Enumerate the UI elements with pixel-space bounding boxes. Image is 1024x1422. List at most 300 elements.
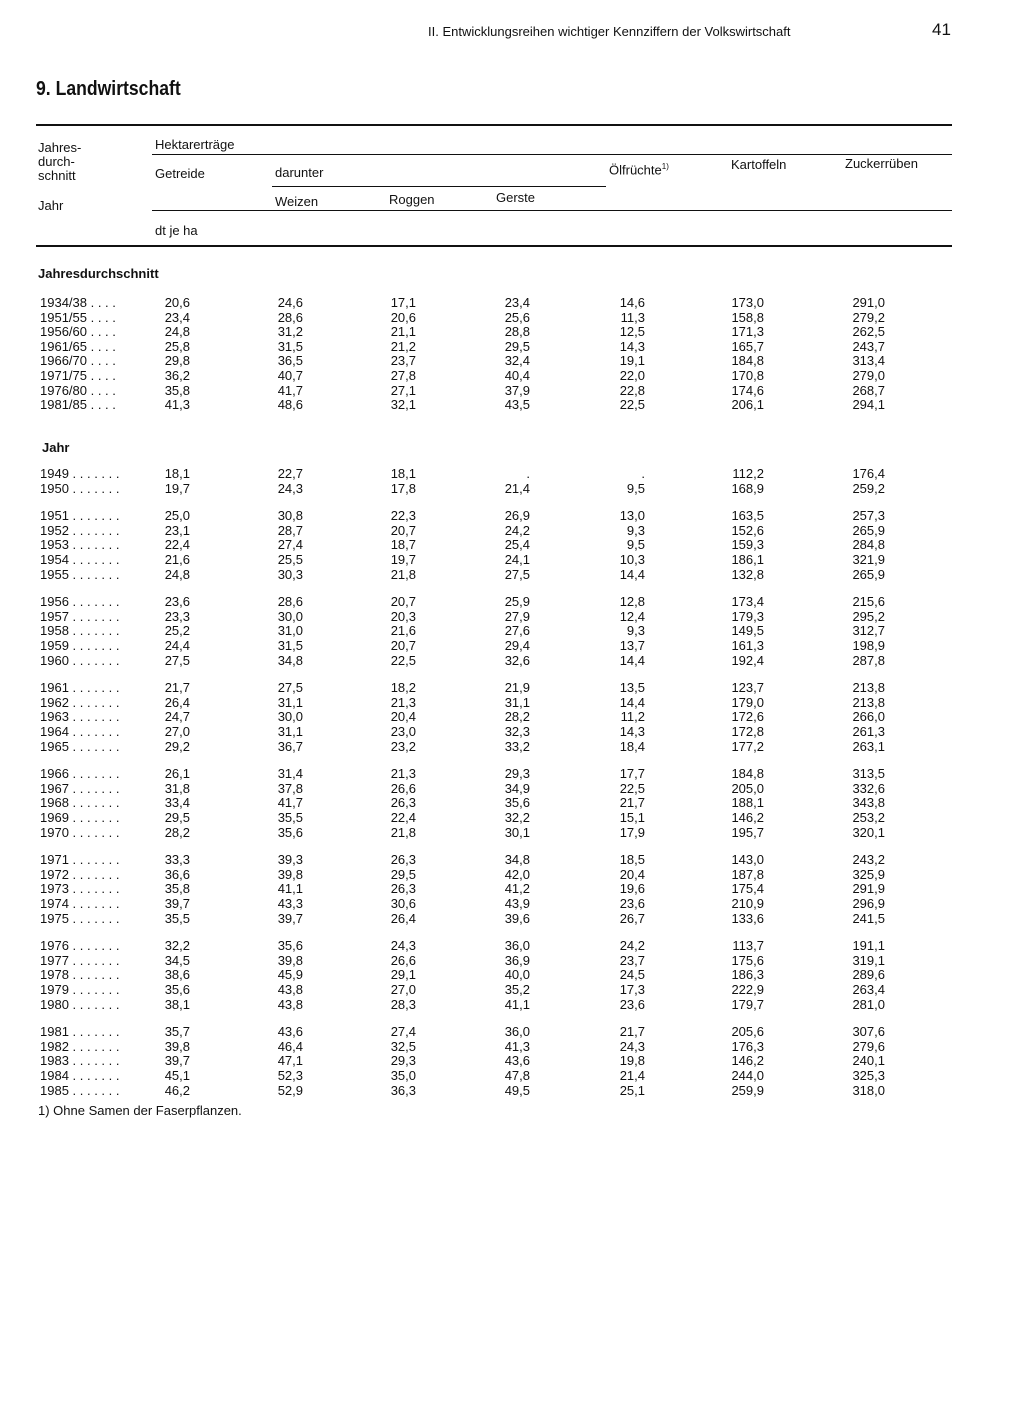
table-row [0,1069,1024,1083]
cell-getreide: 39,8 [164,1039,190,1054]
cell-oelfruechte: 24,5 [619,967,645,982]
cell-weizen: 31,0 [277,623,303,638]
cell-weizen: 31,1 [277,695,303,710]
cell-roggen: 29,1 [390,967,416,982]
cell-zuckerrueben: 265,9 [852,523,885,538]
row-label: 1972 . . . . . . . [40,868,120,882]
table-row [0,954,1024,968]
page-number: 41 [932,20,951,39]
table-row [0,639,1024,653]
table-row [0,482,1024,496]
cell-getreide: 29,8 [164,353,190,368]
cell-kartoffeln: 179,3 [731,609,764,624]
cell-gerste: 35,6 [504,795,530,810]
table-row [0,354,1024,368]
cell-getreide: 35,6 [164,982,190,997]
cell-getreide: 22,4 [164,537,190,552]
cell-weizen: 30,8 [277,508,303,523]
cell-zuckerrueben: 240,1 [852,1053,885,1068]
table-row [0,897,1024,911]
row-label: 1963 . . . . . . . [40,710,120,724]
cell-oelfruechte: 20,4 [619,867,645,882]
cell-weizen: 30,0 [277,609,303,624]
cell-weizen: 43,6 [277,1024,303,1039]
cell-roggen: 20,7 [390,638,416,653]
cell-gerste: 37,9 [504,383,530,398]
cell-zuckerrueben: 279,6 [852,1039,885,1054]
cell-weizen: 35,6 [277,938,303,953]
table-row [0,1054,1024,1068]
cell-gerste: 49,5 [504,1083,530,1098]
cell-zuckerrueben: 263,1 [852,739,885,754]
cell-getreide: 39,7 [164,1053,190,1068]
cell-getreide: 19,7 [164,481,190,496]
cell-kartoffeln: 205,0 [731,781,764,796]
cell-weizen: 39,3 [277,852,303,867]
cell-gerste: 40,0 [504,967,530,982]
cell-roggen: 20,6 [390,310,416,325]
row-label: 1974 . . . . . . . [40,897,120,911]
cell-zuckerrueben: 243,7 [852,339,885,354]
table-row [0,725,1024,739]
cell-zuckerrueben: 213,8 [852,680,885,695]
cell-zuckerrueben: 332,6 [852,781,885,796]
cell-roggen: 17,8 [390,481,416,496]
cell-roggen: 17,1 [390,295,416,310]
cell-kartoffeln: 206,1 [731,397,764,412]
cell-kartoffeln: 158,8 [731,310,764,325]
table-row [0,998,1024,1012]
cell-kartoffeln: 205,6 [731,1024,764,1039]
table-row [0,939,1024,953]
cell-weizen: 36,7 [277,739,303,754]
cell-weizen: 31,5 [277,638,303,653]
footnote: 1) Ohne Samen der Faserpflanzen. [38,1103,242,1118]
running-header: II. Entwicklungsreihen wichtiger Kennziffern der Volkswirtschaft [428,24,791,39]
row-label: 1979 . . . . . . . [40,983,120,997]
cell-weizen: 45,9 [277,967,303,982]
cell-weizen: 46,4 [277,1039,303,1054]
cell-getreide: 33,4 [164,795,190,810]
cell-kartoffeln: 188,1 [731,795,764,810]
table-row [0,826,1024,840]
cell-getreide: 36,6 [164,867,190,882]
row-label: 1971 . . . . . . . [40,853,120,867]
cell-getreide: 34,5 [164,953,190,968]
cell-getreide: 18,1 [164,466,190,481]
cell-kartoffeln: 176,3 [731,1039,764,1054]
cell-oelfruechte: 9,5 [626,537,645,552]
header-bottom-rule [36,245,952,247]
row-label: 1966 . . . . . . . [40,767,120,781]
cell-kartoffeln: 186,1 [731,552,764,567]
cell-oelfruechte: 21,7 [619,1024,645,1039]
cell-roggen: 22,3 [390,508,416,523]
cell-oelfruechte: 23,6 [619,896,645,911]
table-row [0,610,1024,624]
header-gerste: Gerste [496,190,536,205]
cell-kartoffeln: 222,9 [731,982,764,997]
cell-roggen: 20,3 [390,609,416,624]
cell-getreide: 31,8 [164,781,190,796]
cell-zuckerrueben: 295,2 [852,609,885,624]
header-rule-unit [152,210,952,211]
cell-oelfruechte: 12,4 [619,609,645,624]
cell-zuckerrueben: 261,3 [852,724,885,739]
cell-gerste: 29,3 [504,766,530,781]
cell-roggen: 26,3 [390,852,416,867]
row-label: 1983 . . . . . . . [40,1054,120,1068]
cell-oelfruechte: 22,0 [619,368,645,383]
cell-kartoffeln: 161,3 [731,638,764,653]
cell-oelfruechte: 23,6 [619,997,645,1012]
cell-oelfruechte: 14,4 [619,567,645,582]
row-label: 1949 . . . . . . . [40,467,120,481]
row-label: 1952 . . . . . . . [40,524,120,538]
cell-zuckerrueben: 313,4 [852,353,885,368]
table-row [0,296,1024,310]
cell-gerste: 41,3 [504,1039,530,1054]
cell-gerste: 25,6 [504,310,530,325]
row-label: 1981/85 . . . . [40,398,116,412]
cell-zuckerrueben: 191,1 [852,938,885,953]
header-darunter: darunter [275,165,324,180]
cell-kartoffeln: 187,8 [731,867,764,882]
cell-getreide: 27,5 [164,653,190,668]
cell-zuckerrueben: 281,0 [852,997,885,1012]
cell-weizen: 47,1 [277,1053,303,1068]
cell-oelfruechte: 17,9 [619,825,645,840]
cell-roggen: 27,1 [390,383,416,398]
cell-zuckerrueben: 294,1 [852,397,885,412]
cell-gerste: 24,2 [504,523,530,538]
cell-oelfruechte: 12,5 [619,324,645,339]
row-label: 1977 . . . . . . . [40,954,120,968]
cell-weizen: 39,7 [277,911,303,926]
cell-roggen: 26,6 [390,953,416,968]
cell-gerste: 36,0 [504,1024,530,1039]
cell-kartoffeln: 192,4 [731,653,764,668]
row-label: 1967 . . . . . . . [40,782,120,796]
cell-roggen: 30,6 [390,896,416,911]
cell-roggen: 19,7 [390,552,416,567]
cell-roggen: 21,8 [390,567,416,582]
header-rule-darunter [272,186,606,187]
cell-getreide: 33,3 [164,852,190,867]
cell-weizen: 22,7 [277,466,303,481]
cell-oelfruechte: 13,7 [619,638,645,653]
cell-oelfruechte: 13,0 [619,508,645,523]
group-label: Jahresdurchschnitt [38,266,159,281]
cell-kartoffeln: 259,9 [731,1083,764,1098]
cell-zuckerrueben: 291,0 [852,295,885,310]
cell-gerste: 32,3 [504,724,530,739]
row-label: 1934/38 . . . . [40,296,116,310]
cell-roggen: 21,6 [390,623,416,638]
cell-oelfruechte: 13,5 [619,680,645,695]
cell-zuckerrueben: 265,9 [852,567,885,582]
table-row [0,882,1024,896]
row-label: 1964 . . . . . . . [40,725,120,739]
row-label: 1965 . . . . . . . [40,740,120,754]
cell-zuckerrueben: 320,1 [852,825,885,840]
cell-zuckerrueben: 198,9 [852,638,885,653]
cell-zuckerrueben: 321,9 [852,552,885,567]
cell-getreide: 35,7 [164,1024,190,1039]
cell-kartoffeln: 146,2 [731,1053,764,1068]
cell-oelfruechte: 11,3 [620,310,645,325]
row-label: 1960 . . . . . . . [40,654,120,668]
cell-roggen: 18,1 [390,466,416,481]
cell-roggen: 21,8 [390,825,416,840]
table-row [0,1025,1024,1039]
cell-kartoffeln: 149,5 [731,623,764,638]
row-label: 1971/75 . . . . [40,369,116,383]
cell-getreide: 23,3 [164,609,190,624]
row-label: 1976 . . . . . . . [40,939,120,953]
cell-weizen: 40,7 [277,368,303,383]
row-label: 1982 . . . . . . . [40,1040,120,1054]
cell-zuckerrueben: 313,5 [852,766,885,781]
cell-oelfruechte: 14,3 [619,724,645,739]
cell-gerste: 40,4 [504,368,530,383]
cell-oelfruechte: 9,5 [626,481,645,496]
cell-oelfruechte: 22,5 [619,781,645,796]
cell-kartoffeln: 184,8 [731,766,764,781]
cell-roggen: 27,8 [390,368,416,383]
cell-roggen: 23,2 [390,739,416,754]
cell-weizen: 28,6 [277,310,303,325]
cell-zuckerrueben: 243,2 [852,852,885,867]
cell-gerste: 31,1 [504,695,530,710]
cell-roggen: 21,3 [390,766,416,781]
cell-roggen: 36,3 [390,1083,416,1098]
table-row [0,340,1024,354]
cell-zuckerrueben: 266,0 [852,709,885,724]
table-row [0,983,1024,997]
cell-oelfruechte: 22,8 [619,383,645,398]
cell-zuckerrueben: 312,7 [852,623,885,638]
cell-zuckerrueben: 279,0 [852,368,885,383]
cell-gerste: 32,2 [504,810,530,825]
cell-zuckerrueben: 307,6 [852,1024,885,1039]
stub-header-line3: schnitt [38,168,76,183]
row-label: 1950 . . . . . . . [40,482,120,496]
row-label: 1966/70 . . . . [40,354,116,368]
cell-weizen: 52,3 [277,1068,303,1083]
cell-roggen: 18,2 [390,680,416,695]
table-row [0,710,1024,724]
cell-weizen: 41,1 [277,881,303,896]
row-label: 1985 . . . . . . . [40,1084,120,1098]
table-row [0,811,1024,825]
cell-getreide: 26,4 [164,695,190,710]
cell-gerste: 34,9 [504,781,530,796]
table-row [0,853,1024,867]
cell-getreide: 27,0 [164,724,190,739]
cell-roggen: 23,7 [390,353,416,368]
cell-weizen: 35,6 [277,825,303,840]
cell-kartoffeln: 172,8 [731,724,764,739]
cell-weizen: 41,7 [277,795,303,810]
cell-getreide: 24,8 [164,567,190,582]
cell-roggen: 22,4 [390,810,416,825]
cell-kartoffeln: 174,6 [731,383,764,398]
header-roggen: Roggen [389,192,435,207]
cell-kartoffeln: 175,6 [731,953,764,968]
cell-zuckerrueben: 343,8 [852,795,885,810]
cell-oelfruechte: 26,7 [619,911,645,926]
cell-roggen: 26,3 [390,881,416,896]
table-row [0,1040,1024,1054]
cell-getreide: 35,5 [164,911,190,926]
table-row [0,369,1024,383]
group-label: Jahr [42,440,70,455]
row-label: 1968 . . . . . . . [40,796,120,810]
cell-weizen: 31,4 [277,766,303,781]
cell-weizen: 27,4 [277,537,303,552]
header-zuckerrueben: Zuckerrüben [845,156,918,171]
cell-oelfruechte: 18,5 [619,852,645,867]
cell-oelfruechte: 19,1 [619,353,645,368]
row-label: 1961/65 . . . . [40,340,116,354]
cell-oelfruechte: 22,5 [619,397,645,412]
table-row [0,868,1024,882]
cell-oelfruechte: 10,3 [619,552,645,567]
cell-getreide: 38,6 [164,967,190,982]
cell-getreide: 28,2 [164,825,190,840]
cell-gerste: 27,5 [504,567,530,582]
row-label: 1959 . . . . . . . [40,639,120,653]
cell-kartoffeln: 132,8 [731,567,764,582]
cell-kartoffeln: 113,7 [732,938,764,953]
cell-oelfruechte: . [641,466,645,481]
cell-weizen: 43,8 [277,982,303,997]
cell-weizen: 52,9 [277,1083,303,1098]
cell-weizen: 48,6 [277,397,303,412]
cell-gerste: 41,1 [504,997,530,1012]
cell-zuckerrueben: 289,6 [852,967,885,982]
cell-kartoffeln: 186,3 [731,967,764,982]
cell-kartoffeln: 179,7 [731,997,764,1012]
cell-gerste: 43,5 [504,397,530,412]
cell-gerste: 47,8 [504,1068,530,1083]
table-row [0,595,1024,609]
cell-gerste: 43,6 [504,1053,530,1068]
cell-kartoffeln: 112,2 [732,466,764,481]
cell-zuckerrueben: 291,9 [852,881,885,896]
cell-oelfruechte: 19,8 [619,1053,645,1068]
stub-header-line2: durch- [38,154,75,169]
header-weizen: Weizen [275,194,319,209]
row-label: 1976/80 . . . . [40,384,116,398]
cell-gerste: 33,2 [504,739,530,754]
cell-gerste: 30,1 [504,825,530,840]
header-top-rule [36,124,952,126]
cell-zuckerrueben: 287,8 [852,653,885,668]
cell-weizen: 41,7 [277,383,303,398]
row-label: 1956/60 . . . . [40,325,116,339]
cell-zuckerrueben: 263,4 [852,982,885,997]
cell-getreide: 25,2 [164,623,190,638]
header-unit: dt je ha [155,223,198,238]
cell-weizen: 28,7 [277,523,303,538]
cell-kartoffeln: 163,5 [731,508,764,523]
cell-oelfruechte: 19,6 [619,881,645,896]
row-label: 1956 . . . . . . . [40,595,120,609]
row-label: 1980 . . . . . . . [40,998,120,1012]
row-label: 1978 . . . . . . . [40,968,120,982]
cell-kartoffeln: 168,9 [731,481,764,496]
row-label: 1969 . . . . . . . [40,811,120,825]
cell-oelfruechte: 21,7 [619,795,645,810]
cell-gerste: 36,0 [504,938,530,953]
cell-gerste: 28,8 [504,324,530,339]
cell-oelfruechte: 11,2 [620,709,645,724]
cell-gerste: 25,4 [504,537,530,552]
cell-weizen: 31,2 [277,324,303,339]
cell-oelfruechte: 18,4 [619,739,645,754]
cell-kartoffeln: 165,7 [731,339,764,354]
cell-getreide: 24,7 [164,709,190,724]
cell-oelfruechte: 12,8 [619,594,645,609]
cell-gerste: 42,0 [504,867,530,882]
cell-roggen: 29,3 [390,1053,416,1068]
cell-getreide: 38,1 [164,997,190,1012]
cell-kartoffeln: 175,4 [731,881,764,896]
stub-header-year: Jahr [38,198,64,213]
cell-getreide: 35,8 [164,383,190,398]
cell-getreide: 29,2 [164,739,190,754]
cell-getreide: 23,4 [164,310,190,325]
row-label: 1975 . . . . . . . [40,912,120,926]
cell-gerste: 27,6 [504,623,530,638]
cell-gerste: 28,2 [504,709,530,724]
cell-weizen: 28,6 [277,594,303,609]
cell-oelfruechte: 24,2 [619,938,645,953]
cell-zuckerrueben: 279,2 [852,310,885,325]
table-row [0,311,1024,325]
cell-gerste: 35,2 [504,982,530,997]
cell-weizen: 27,5 [277,680,303,695]
cell-getreide: 24,8 [164,324,190,339]
cell-weizen: 37,8 [277,781,303,796]
cell-weizen: 36,5 [277,353,303,368]
cell-gerste: 23,4 [504,295,530,310]
table-row [0,681,1024,695]
cell-roggen: 26,3 [390,795,416,810]
cell-weizen: 35,5 [277,810,303,825]
row-label: 1953 . . . . . . . [40,538,120,552]
header-getreide: Getreide [155,166,205,181]
cell-weizen: 39,8 [277,953,303,968]
header-kartoffeln: Kartoffeln [731,157,787,172]
cell-oelfruechte: 14,4 [619,695,645,710]
row-label: 1970 . . . . . . . [40,826,120,840]
cell-zuckerrueben: 325,9 [852,867,885,882]
cell-kartoffeln: 173,4 [731,594,764,609]
cell-getreide: 45,1 [164,1068,190,1083]
cell-kartoffeln: 152,6 [731,523,764,538]
cell-roggen: 20,7 [390,594,416,609]
table-row [0,912,1024,926]
cell-zuckerrueben: 215,6 [852,594,885,609]
cell-kartoffeln: 177,2 [731,739,764,754]
cell-getreide: 23,6 [164,594,190,609]
table-row [0,696,1024,710]
cell-kartoffeln: 173,0 [731,295,764,310]
cell-gerste: 27,9 [504,609,530,624]
